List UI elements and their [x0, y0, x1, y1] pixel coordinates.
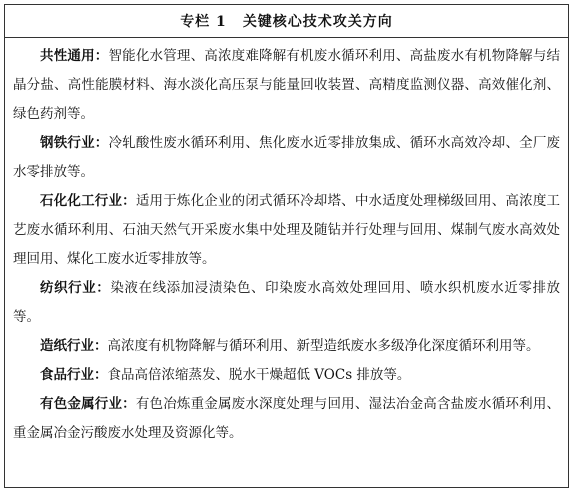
- paragraph-text: 冷轧酸性废水循环利用、焦化废水近零排放集成、循环水高效冷却、全厂废水零排放等。: [13, 135, 561, 180]
- box-number: 专栏 1: [180, 14, 227, 30]
- paragraph-text: 染液在线添加浸渍染色、印染废水高效处理回用、喷水织机废水近零排放等。: [13, 280, 561, 325]
- paragraph-label: 造纸行业：: [40, 338, 108, 354]
- paragraph-nonferrous: [13, 390, 560, 448]
- box-content: [5, 38, 568, 448]
- paragraph-label: 有色金属行业：: [40, 396, 136, 412]
- paragraph-text: 有色冶炼重金属废水深度处理与回用、湿法冶金高含盐废水循环利用、重金属冶金污酸废水处理及资源化等。: [13, 396, 561, 441]
- paragraph-text: 适用于炼化企业的闭式循环冷却塔、中水适度处理梯级回用、高浓度工艺废水循环利用、石油天然气开采废水集中处理及随钻并行处理与回用、煤制气废水高效处理回用、煤化工废水近零排放等。: [13, 193, 561, 267]
- paragraph-food: [13, 361, 560, 390]
- paragraph-textile: [13, 274, 560, 332]
- paragraph-common: [13, 42, 560, 129]
- box-title-row: [5, 5, 568, 38]
- paragraph-text: 智能化水管理、高浓度难降解有机废水循环利用、高盐废水有机物降解与结晶分盐、高性能膜材料、海水淡化高压泵与能量回收装置、高精度监测仪器、高效催化剂、绿色药剂等。: [13, 48, 561, 122]
- paragraph-label: 石化化工行业：: [40, 193, 136, 209]
- paragraph-label: 共性通用：: [40, 48, 109, 64]
- paragraph-label: 纺织行业：: [40, 280, 111, 296]
- paragraph-text: 食品高倍浓缩蒸发、脱水干燥超低 VOCs 排放等。: [107, 367, 411, 383]
- paragraph-steel: [13, 129, 560, 187]
- feature-box: [4, 4, 569, 488]
- paragraph-text: 高浓度有机物降解与循环利用、新型造纸废水多级净化深度循环利用等。: [107, 338, 540, 354]
- paragraph-label: 食品行业：: [40, 367, 108, 383]
- paragraph-label: 钢铁行业：: [40, 135, 109, 151]
- paragraph-petrochemical: [13, 187, 560, 274]
- paragraph-paper: [13, 332, 560, 361]
- box-title: 关键核心技术攻关方向: [242, 14, 393, 30]
